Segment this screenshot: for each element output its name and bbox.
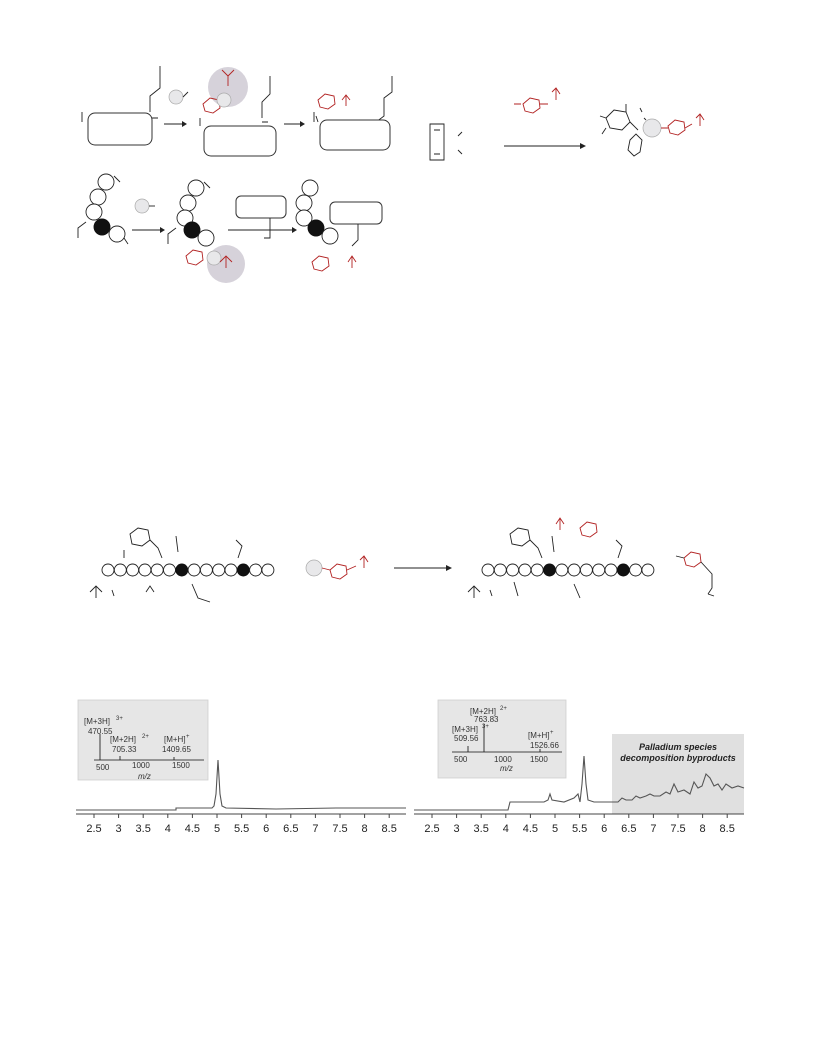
peptide-bead — [642, 564, 654, 576]
x-tick-label: 5.5 — [571, 823, 588, 835]
ms-peak-mz-2: 705.33 — [112, 745, 137, 754]
x-tick-label: 8.5 — [719, 823, 735, 835]
aryl-iodide-icon — [523, 98, 540, 113]
annotation-line-1: Palladium species — [638, 742, 718, 752]
ms-peak-mz-3: 1409.65 — [162, 745, 191, 754]
pd-sphere — [217, 93, 231, 107]
peptide-chain-product — [468, 518, 654, 598]
svg-text:+: + — [550, 730, 554, 736]
aryl-ring-icon — [580, 522, 597, 537]
peptide-bead — [225, 564, 237, 576]
peptide-bead — [151, 564, 163, 576]
x-tick-label: 6 — [263, 823, 270, 835]
x-tick-label: 4 — [502, 823, 509, 835]
peptide-bead — [139, 564, 151, 576]
ms-peak-label-3: [M+H] — [528, 731, 550, 740]
protein-box-conjugate — [330, 202, 382, 224]
ms-peak-mz-3: 1526.66 — [530, 741, 559, 750]
x-tick-label: 8 — [361, 823, 368, 835]
peptide-bead — [250, 564, 262, 576]
ms-peak-label-2: [M+3H] — [452, 725, 479, 734]
peptide-bead — [580, 564, 592, 576]
aryl-ring-icon — [130, 528, 150, 546]
protein-box-product — [320, 120, 390, 150]
protein-box-start — [88, 113, 152, 145]
x-tick-label: 2.5 — [86, 823, 102, 835]
x-tick-label: 7.5 — [332, 823, 348, 835]
ms-axis-tick: 500 — [454, 755, 468, 764]
pd-sphere — [306, 560, 322, 576]
protein-box-reagent — [236, 196, 286, 218]
ms-peak-mz-2: 509.56 — [454, 734, 479, 743]
protein-box-mid — [204, 126, 276, 156]
x-tick-label: 8 — [699, 823, 706, 835]
x-tick-label: 2.5 — [424, 823, 440, 835]
aryl-ring-icon — [668, 120, 685, 135]
x-tick-label: 3.5 — [473, 823, 489, 835]
peptide-bead — [213, 564, 225, 576]
scheme-protein-box — [82, 66, 392, 156]
peptide-bead — [114, 564, 126, 576]
peptide-bead — [531, 564, 543, 576]
x-tick-label: 3.5 — [135, 823, 151, 835]
peptide-bead — [164, 564, 176, 576]
pd-sphere — [207, 251, 221, 265]
x-tick-label: 7 — [650, 823, 657, 835]
x-tick-label: 4.5 — [184, 823, 201, 835]
pd-sphere — [135, 199, 149, 213]
ms-axis-tick: 500 — [96, 763, 110, 772]
peptide-bead — [237, 564, 249, 576]
peptide-bead — [519, 564, 531, 576]
x-tick-label: 3 — [115, 823, 122, 835]
aryl-ring-icon — [684, 552, 701, 567]
x-tick-label: 8.5 — [381, 823, 397, 835]
x-tick-label: 6.5 — [283, 823, 299, 835]
peptide-bead — [593, 564, 605, 576]
pd-sphere — [169, 90, 183, 104]
scheme-pd-reagent — [430, 88, 704, 160]
lc-trace-right — [414, 698, 748, 848]
peptide-bead — [507, 564, 519, 576]
x-tick-label: 6.5 — [621, 823, 637, 835]
svg-text:2+: 2+ — [500, 706, 507, 712]
svg-text:3+: 3+ — [482, 724, 489, 730]
x-axis-ticks — [86, 814, 396, 835]
svg-text:3+: 3+ — [116, 716, 123, 722]
peptide-bead — [127, 564, 139, 576]
ms-axis-tick: 1500 — [530, 755, 548, 764]
pd-center — [643, 119, 661, 137]
ms-peak-label-2: [M+2H] — [110, 735, 137, 744]
peptide-bead — [568, 564, 580, 576]
peptide-bead — [630, 564, 642, 576]
x-tick-label: 5 — [551, 823, 559, 835]
x-tick-label: 4.5 — [522, 823, 539, 835]
x-tick-label: 3 — [453, 823, 460, 835]
aryl-ring-icon — [186, 250, 203, 265]
annotation-line-2: decomposition byproducts — [620, 753, 736, 763]
ms-axis-tick: 1000 — [494, 755, 512, 764]
ms-axis-tick: 1000 — [132, 761, 150, 770]
ms-peak-label-1: [M+2H] — [470, 707, 497, 716]
peptide-bead — [176, 564, 188, 576]
aryl-ring-icon — [312, 256, 329, 271]
x-tick-label: 6 — [601, 823, 608, 835]
peptide-bead — [494, 564, 506, 576]
lc-trace-left — [76, 698, 410, 848]
peptide-bead — [605, 564, 617, 576]
peptide-bead — [544, 564, 556, 576]
ms-peak-label-1: [M+3H] — [84, 717, 111, 726]
x-axis-ticks — [424, 814, 734, 835]
ms-axis-label: m/z — [138, 772, 151, 781]
ms-peak-mz-1: 470.55 — [88, 727, 113, 736]
ms-peak-label-3: [M+H] — [164, 735, 186, 744]
scheme-peptide-beads — [78, 174, 382, 283]
peptide-bead — [262, 564, 274, 576]
ms-axis-tick: 1500 — [172, 761, 190, 770]
aryl-ring-icon — [318, 94, 335, 109]
peptide-bead — [617, 564, 629, 576]
aryl-ring-icon — [330, 564, 347, 579]
svg-text:+: + — [186, 734, 190, 740]
ms-axis-label: m/z — [500, 764, 513, 773]
x-tick-label: 7 — [312, 823, 319, 835]
ms-peak-mz-1: 763.83 — [474, 715, 499, 724]
peptide-bead — [482, 564, 494, 576]
peptide-bead — [200, 564, 212, 576]
x-tick-label: 5 — [213, 823, 221, 835]
x-tick-label: 5.5 — [233, 823, 250, 835]
peptide-bead — [188, 564, 200, 576]
aryl-ring-icon — [510, 528, 530, 546]
peptide-chain-scheme — [0, 500, 816, 620]
svg-text:2+: 2+ — [142, 734, 149, 740]
x-tick-label: 4 — [164, 823, 171, 835]
x-tick-label: 7.5 — [670, 823, 686, 835]
top-schemes — [0, 0, 816, 300]
peptide-bead — [102, 564, 114, 576]
ligand-ring-icon — [628, 134, 642, 156]
ligand-ring-icon — [606, 110, 630, 130]
peptide-chain-start — [90, 528, 274, 602]
peptide-bead — [556, 564, 568, 576]
